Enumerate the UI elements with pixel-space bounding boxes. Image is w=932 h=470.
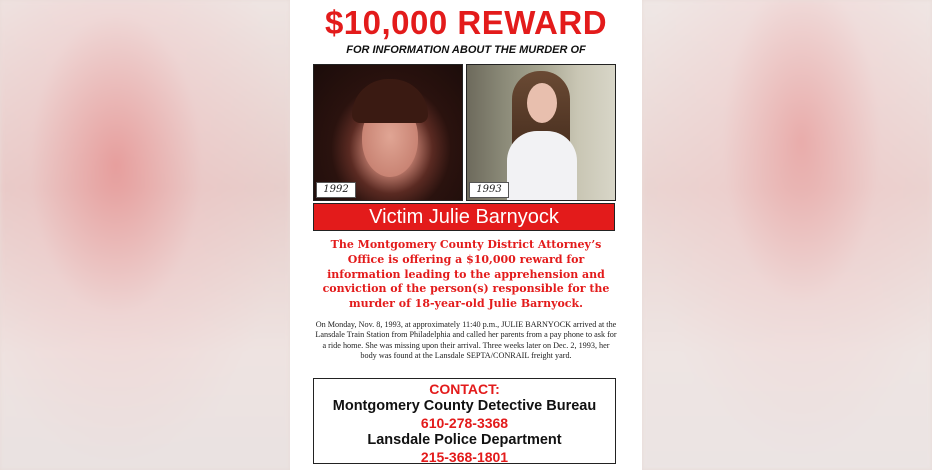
photo-portrait-face <box>527 83 557 123</box>
blurred-background-right <box>642 0 932 470</box>
contact-phone: 610-278-3368 <box>420 415 509 431</box>
contact-organization: Lansdale Police Department <box>367 432 562 448</box>
reward-statement: The Montgomery County District Attorney’s Office is offering a $10,000 reward for information leading to the apprehension and conviction of the person(s) responsible for the murder of 18-year-old Julie Barnyock. <box>322 238 610 311</box>
victim-name-banner: Victim Julie Barnyock <box>313 203 615 231</box>
poster-subtitle: FOR INFORMATION ABOUT THE MURDER OF <box>346 44 586 56</box>
case-details: On Monday, Nov. 8, 1993, at approximately 11:40 p.m., JULIE BARNYOCK arrived at the Lansdale Train Station from Philadelphia and called her parents from a pay phone to ask for a ride home. She was missing upon their arrival. Three weeks later on Dec. 2, 1993, her body was found at the Lansdale SEPTA/CONRAIL freight yard. <box>315 320 617 361</box>
contact-box <box>313 378 616 464</box>
blurred-background-left <box>0 0 290 470</box>
contact-organization: Montgomery County Detective Bureau <box>332 398 597 414</box>
contact-label: CONTACT: <box>429 381 500 397</box>
photo-year-label: 1993 <box>469 182 509 198</box>
victim-photo-1992 <box>313 64 463 201</box>
photo-year-label: 1992 <box>316 182 356 198</box>
photo-portrait-shirt <box>507 131 577 201</box>
photo-portrait-hair <box>352 79 428 123</box>
victim-photo-1993 <box>466 64 616 201</box>
contact-phone: 215-368-1801 <box>420 449 509 465</box>
reward-poster <box>290 0 642 470</box>
reward-title: $10,000 REWARD <box>324 4 608 41</box>
